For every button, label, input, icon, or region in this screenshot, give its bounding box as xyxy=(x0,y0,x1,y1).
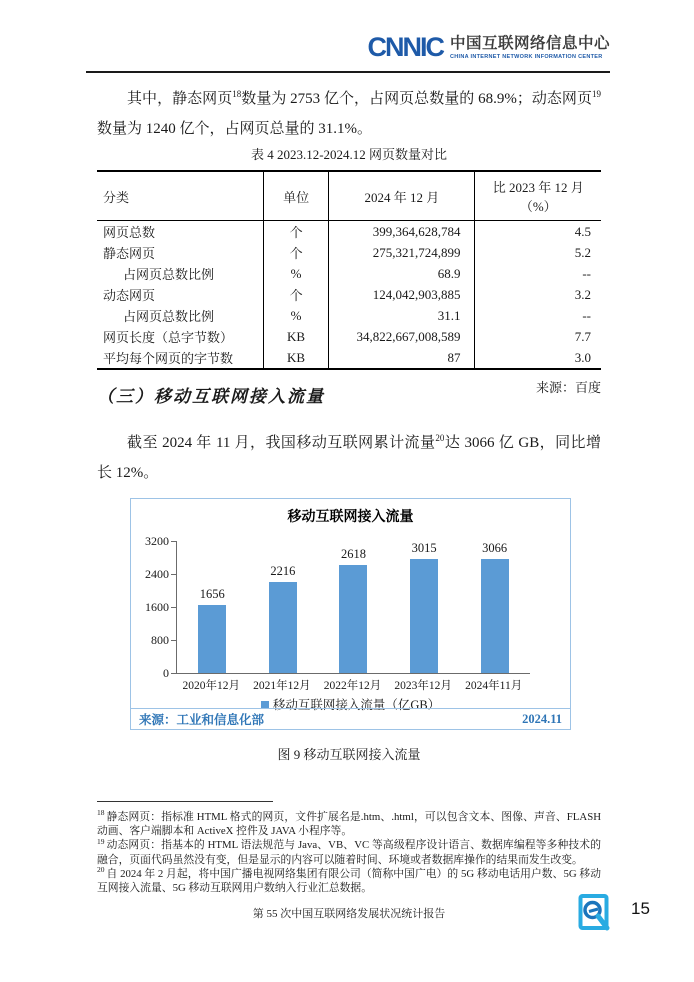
bar-value-label: 3015 xyxy=(411,541,437,555)
table-cell: 网页长度（总字节数） xyxy=(103,330,234,345)
table-cell: 3.2 xyxy=(475,284,601,305)
table-cell: -- xyxy=(475,305,601,326)
bar-value-label: 2216 xyxy=(270,563,296,578)
table-body xyxy=(97,221,601,370)
table-cell: 7.7 xyxy=(475,326,601,347)
paragraph-text: 数量为 1240 亿个，占网页总量的 31.1%。 xyxy=(97,121,372,137)
table-cell: 静态网页 xyxy=(103,246,156,261)
cnnic-logo: CNNIC xyxy=(367,32,443,62)
bar xyxy=(269,582,297,673)
paragraph-text: 数量为 2753 亿个，占网页总数量的 68.9%；动态网页 xyxy=(241,91,592,107)
table-row xyxy=(97,221,601,243)
table-cell: 275,321,724,899 xyxy=(329,242,475,263)
body-paragraph-1 xyxy=(97,84,601,144)
table-cell: 占网页总数比例 xyxy=(123,309,215,324)
chart-plot xyxy=(176,541,530,674)
y-tick-label: 0 xyxy=(163,666,169,680)
org-name-cn: 中国互联网络信息中心 xyxy=(449,35,610,53)
bar-value-label: 2618 xyxy=(340,547,366,562)
x-axis-label: 2023年12月 xyxy=(394,680,452,692)
body-paragraph-2 xyxy=(97,428,601,488)
figure-caption: 图 9 移动互联网接入流量 xyxy=(277,747,421,762)
footnote-ref-19: 19 xyxy=(592,89,601,99)
table-cell: % xyxy=(263,305,329,326)
paragraph-text: 截至 2024 年 11 月，我国移动互联网累计流量 xyxy=(127,435,436,451)
table-cell: 399,364,628,784 xyxy=(329,221,475,243)
page-number: 15 xyxy=(631,899,650,918)
footnote-ref-20: 20 xyxy=(435,433,445,443)
table-cell: 平均每个网页的字节数 xyxy=(103,351,234,366)
bar xyxy=(198,605,226,673)
y-tick-mark xyxy=(171,673,176,674)
footnotes xyxy=(97,810,601,895)
table-title: 表 4 2023.12-2024.12 网页数量对比 xyxy=(250,147,448,162)
footnote-19-text: 动态网页：指基本的 HTML 语法规范与 Java、VB、VC 等高级程序设计语言、数据库编程等多种技术的融合，页面代码虽然没有变，但是显示的内容可以随着时间、环境或者数据库操作的结果而发生改变。 xyxy=(97,839,601,866)
bar xyxy=(339,565,367,673)
table-source: 来源：百度 xyxy=(535,380,601,395)
col-header-unit: 单位 xyxy=(263,171,329,221)
table-cell: 5.2 xyxy=(475,242,601,263)
table-cell: -- xyxy=(475,263,601,284)
table-cell: KB xyxy=(263,347,329,369)
header-rule xyxy=(86,71,610,73)
table-row xyxy=(97,347,601,369)
col-header-change xyxy=(475,171,601,221)
table-row xyxy=(97,263,601,284)
bar-value-label: 3066 xyxy=(482,541,508,555)
table-row xyxy=(97,284,601,305)
col-header-2024: 2024 年 12 月 xyxy=(329,171,475,221)
table-header xyxy=(97,171,601,221)
table-row xyxy=(97,305,601,326)
chart-source-left: 来源：工业和信息化部 xyxy=(139,713,265,727)
table-cell: 34,822,667,008,589 xyxy=(329,326,475,347)
org-name-en: CHINA INTERNET NETWORK INFORMATION CENTER xyxy=(449,53,603,60)
footnote-separator xyxy=(97,801,273,802)
table-cell: % xyxy=(263,263,329,284)
mobile-traffic-chart xyxy=(130,498,571,730)
bar-slot xyxy=(459,541,530,673)
x-axis-label: 2022年12月 xyxy=(323,680,382,692)
table-cell: 31.1 xyxy=(329,305,475,326)
footnote-20-number: 20 xyxy=(97,865,105,875)
footer-report-title: 第 55 次中国互联网络发展状况统计报告 xyxy=(252,908,446,920)
col-header-change-line1: 比 2023 年 12 月 xyxy=(492,180,584,195)
table-cell: 3.0 xyxy=(475,347,601,369)
y-tick-label: 1600 xyxy=(145,600,169,614)
footnote-19-number: 19 xyxy=(97,836,105,846)
paragraph-text: 达 3066 亿 GB，同比增长 12%。 xyxy=(97,435,601,481)
chart-source-right: 2024.11 xyxy=(522,711,562,726)
footnote-20 xyxy=(97,867,601,895)
webpage-count-table xyxy=(97,170,601,370)
table-row xyxy=(97,326,601,347)
chart-title: 移动互联网接入流量 xyxy=(287,510,414,525)
chart-legend-label: 移动互联网接入流量（亿GB） xyxy=(272,698,441,712)
y-tick-mark xyxy=(171,574,176,575)
org-name-block xyxy=(450,35,610,59)
y-tick-label: 3200 xyxy=(145,534,169,548)
table-cell: 网页总数 xyxy=(103,225,156,240)
footnote-18-number: 18 xyxy=(97,808,105,818)
y-tick-mark xyxy=(171,640,176,641)
x-axis-label: 2021年12月 xyxy=(253,680,311,692)
footnote-ref-18: 18 xyxy=(232,89,242,99)
bar-value-label: 1656 xyxy=(199,586,225,601)
bar-slot xyxy=(248,541,319,673)
table-cell: 124,042,903,885 xyxy=(329,284,475,305)
bar-slot xyxy=(318,541,389,673)
table-block xyxy=(97,144,601,396)
table-cell: 68.9 xyxy=(329,263,475,284)
table-cell: 动态网页 xyxy=(103,288,156,303)
chart-source-bar xyxy=(131,708,570,729)
y-tick-mark xyxy=(171,541,176,542)
footnote-18-text: 静态网页：指标准 HTML 格式的网页，文件扩展名是.htm、.html，可以包含文本、图像、声音、FLASH 动画、客户端脚本和 ActiveX 控件及 JAVA 小程序等。 xyxy=(97,811,601,838)
y-tick-mark xyxy=(171,607,176,608)
table-cell: KB xyxy=(263,326,329,347)
footnote-19 xyxy=(97,838,601,866)
footnote-18 xyxy=(97,810,601,838)
footnote-20-text: 自 2024 年 2 月起，将中国广播电视网络集团有限公司（简称中国广电）的 5G 移动电话用户数、5G 移动互网接入流量、5G 移动互联网用户数纳入行业汇总数据。 xyxy=(97,867,601,895)
table-cell: 87 xyxy=(329,347,475,369)
table-cell: 个 xyxy=(263,242,329,263)
table-row xyxy=(97,242,601,263)
col-header-change-line2: （%） xyxy=(519,199,557,214)
x-axis-label: 2020年12月 xyxy=(182,680,241,692)
header-logo xyxy=(367,34,610,61)
bar xyxy=(481,559,509,673)
paragraph-text: 其中，静态网页 xyxy=(127,91,233,107)
bar-slot xyxy=(177,541,248,673)
table-cell: 个 xyxy=(263,284,329,305)
chart-bars xyxy=(177,541,530,673)
table-cell: 个 xyxy=(263,221,329,243)
report-logo-icon xyxy=(578,893,612,933)
col-header-category: 分类 xyxy=(97,171,263,221)
x-axis-label: 2024年11月 xyxy=(465,680,523,692)
section-heading: （三）移动互联网接入流量 xyxy=(97,387,325,406)
y-tick-label: 2400 xyxy=(145,567,169,581)
bar-slot xyxy=(389,541,460,673)
table-cell: 占网页总数比例 xyxy=(123,267,215,282)
table-cell: 4.5 xyxy=(475,221,601,243)
y-tick-label: 800 xyxy=(151,633,169,647)
bar xyxy=(410,559,438,673)
chart-x-labels xyxy=(176,677,529,693)
